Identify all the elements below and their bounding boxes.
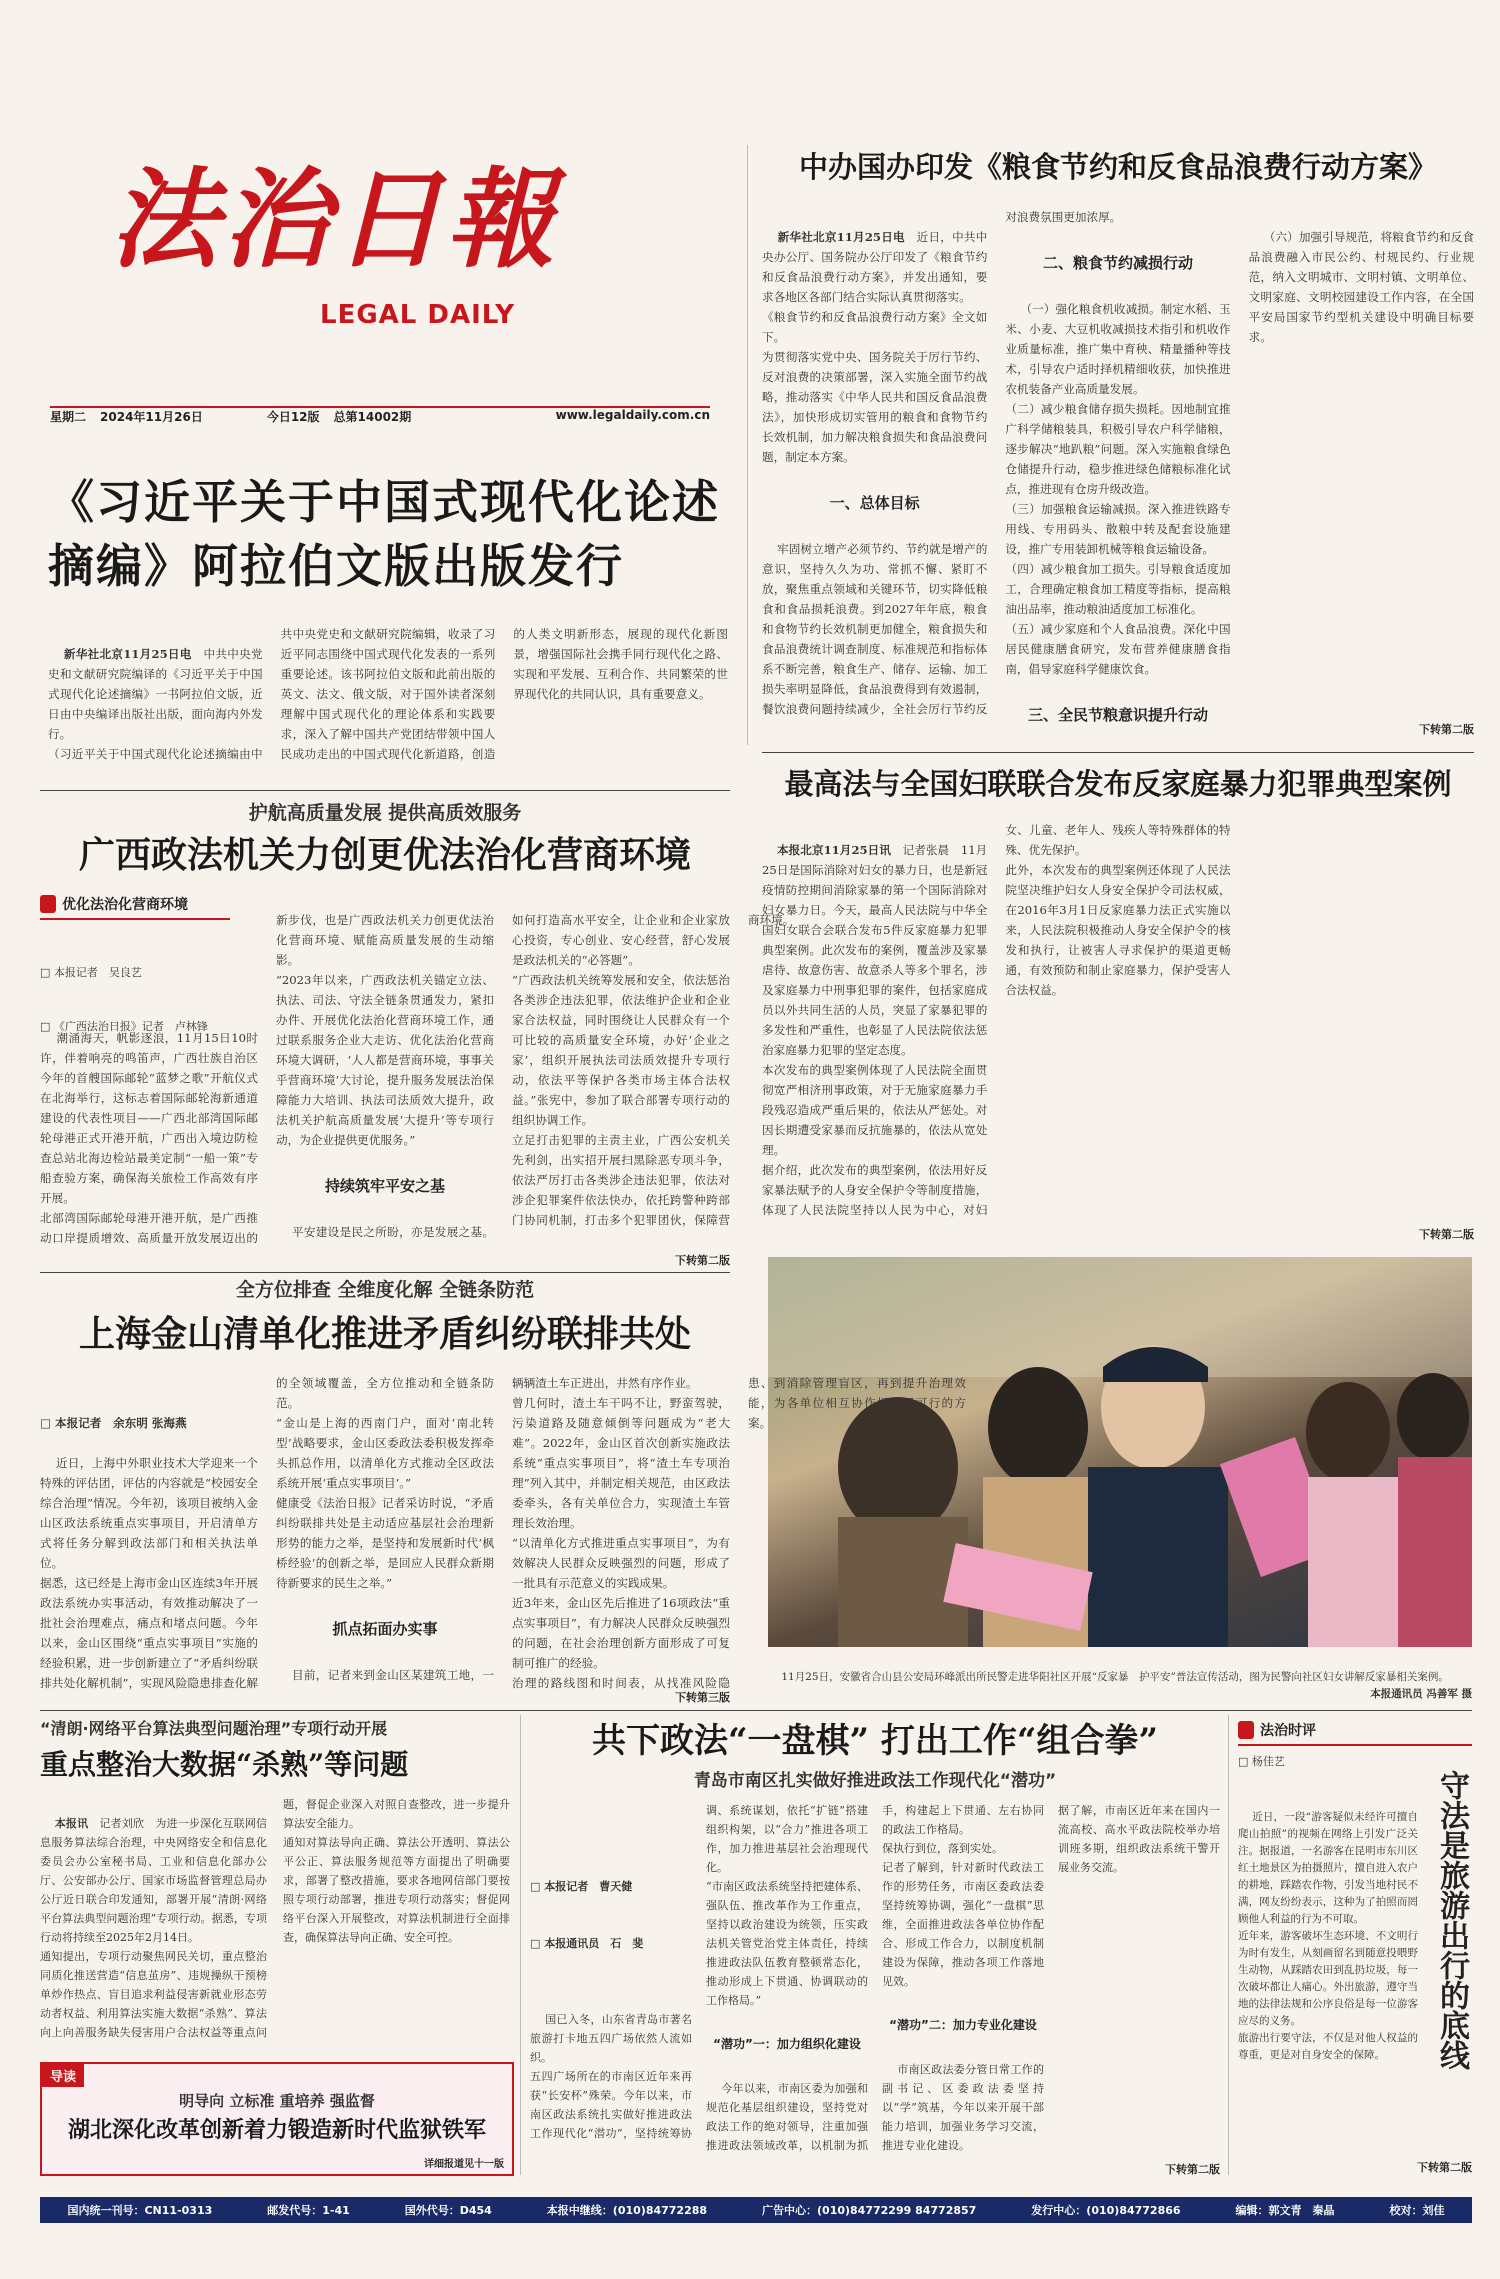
article-qingdao-body bbox=[530, 1801, 1220, 2161]
digest-kicker: 明导向 立标准 重培养 强监督 bbox=[179, 2092, 375, 2110]
article-guangxi bbox=[40, 800, 795, 1270]
footer-cn-code: 国内统一刊号：CN11-0313 bbox=[67, 2204, 213, 2217]
article-food-saving-text4: （六）加强引导规范，将粮食节约和反食品浪费融入市民公约、村规民约、行业规范，纳入文明城市、文明村镇、文明单位、文明家庭、文明校园建设工作内容，在全国平安局国家节约型机关建设中明确目标要求。 bbox=[1248, 230, 1474, 344]
article-jinshan bbox=[40, 1275, 966, 1705]
footer-proofreader: 校对：刘佳 bbox=[1389, 2204, 1445, 2217]
article-jinshan-sub: 抓点拓面办实事 bbox=[332, 1620, 438, 1638]
footer-ad-center: 广告中心：(010)84772299 84772857 bbox=[762, 2204, 977, 2217]
reporter-name: 卢林锋 bbox=[174, 1020, 208, 1033]
article-qingdao-sub2: “潜功”二：加力专业化建设 bbox=[889, 2018, 1037, 2032]
article-qingdao-subhead: 青岛市南区扎实做好推进政法工作现代化“潜功” bbox=[693, 1771, 1057, 1791]
article-guangxi-more[interactable]: 下转第二版 bbox=[675, 1254, 730, 1267]
author-name: 杨佳艺 bbox=[1251, 1755, 1285, 1768]
article-lead-headline: 《习近平关于中国式现代化论述摘编》阿拉伯文版出版发行 bbox=[48, 475, 720, 593]
footer-bar bbox=[40, 2197, 1472, 2223]
reporter-name: 余东明 张海燕 bbox=[113, 1416, 187, 1430]
footer-foreign-code: 国外代号：D454 bbox=[404, 2204, 492, 2217]
commentary-column-text: 法治时评 bbox=[1260, 1723, 1316, 1739]
digest-more[interactable]: 详细报道见十一版 bbox=[424, 2159, 504, 2170]
article-bigdata-byline: 本报讯 bbox=[54, 1817, 89, 1830]
article-guangxi-body bbox=[40, 910, 795, 1260]
reporter-label: 本报记者 bbox=[53, 966, 98, 979]
commentary-text: 近日，一段“游客疑似未经许可擅自爬山拍照”的视频在网络上引发广泛关注。据报道，一名游客在昆明市东川区红土地景区为拍摄照片，擅自进入农户的耕地，踩踏农作物，引发当地村民不满，网友纷纷表示，这种为了拍照而罔顾他人利益的行为不可取。 近年来，游客破坏生态环境、不文明行为时有发生，从刻画留名到随意投喂野生动物，从踩踏农田到乱扔垃圾，每一次破坏都让人痛心。外出旅游，遵守当地的法律法规和公序良俗是每一位游客应尽的义务。 旅游出行要守法，不仅是对他人权益的尊重，更是对自身安全的保障。 bbox=[1238, 1811, 1418, 2061]
masthead-title: 法治日報 bbox=[110, 157, 559, 283]
divider bbox=[1228, 1715, 1229, 2175]
article-guangxi-credits: □ 本报记者 吴良艺 □ 《广西法治日报》记者 卢林锋 bbox=[40, 966, 208, 1033]
footer-distribution: 发行中心：(010)84772866 bbox=[1031, 2204, 1181, 2217]
commentary-more[interactable]: 下转第二版 bbox=[1417, 2161, 1472, 2174]
divider bbox=[762, 752, 1474, 753]
photo-caption-text: 11月25日，安徽省合山县公安局环峰派出所民警走进华阳社区开展“反家暴 护平安”普法宣传活动，图为民警向社区妇女讲解反家暴相关案例。 bbox=[781, 1671, 1449, 1683]
photo-caption-block bbox=[768, 1652, 1472, 1700]
digest-headline: 湖北深化改革创新着力锻造新时代监狱铁军 bbox=[67, 2117, 486, 2143]
divider bbox=[747, 145, 748, 745]
article-domestic-violence-byline: 本报北京11月25日讯 bbox=[776, 843, 891, 857]
article-domestic-violence-body bbox=[762, 820, 1474, 1220]
reporter-name: 吴良艺 bbox=[108, 966, 142, 979]
reporter-label: 《广西法治日报》记者 bbox=[53, 1020, 164, 1033]
masthead-date: 2024年11月26日 bbox=[100, 410, 203, 424]
commentary-headline: 守法是旅游出行的底线 bbox=[1434, 1770, 1469, 2070]
article-domestic-violence-more[interactable]: 下转第二版 bbox=[1419, 1228, 1474, 1241]
article-jinshan-headline: 上海金山清单化推进矛盾纠纷联排共处 bbox=[78, 1313, 691, 1355]
article-bigdata-body bbox=[40, 1795, 510, 2057]
article-food-saving-text2: 牢固树立增产必须节约、节约就是增产的意识，坚持久久为功、常抓不懈、紧盯不放，聚焦重点领域和关键环节，切实降低粮食和食品损耗浪费。到2027年年底，粮食和食物节约长效机制更加健全，粮食损失和食品浪费统计调查制度、标准规范和指标体系不断完善，粮食生产、储存、运输、加工损失率明显降低，食品浪费得到有效遏制，餐饮浪费问题持续减少，全社会厉行节约反对浪费氛围更加浓厚。 bbox=[762, 210, 1122, 716]
digest-tag: 导读 bbox=[42, 2064, 84, 2087]
article-lead-byline: 新华社北京11月25日电 bbox=[63, 647, 192, 661]
reporter-name: 记者刘欣 bbox=[99, 1817, 145, 1830]
article-jinshan-credits: □ 本报记者 余东明 张海燕 bbox=[40, 1416, 187, 1430]
article-food-saving-body bbox=[762, 207, 1474, 727]
article-food-saving-more[interactable]: 下转第二版 bbox=[1419, 723, 1474, 736]
article-food-saving-text3: （一）强化粮食机收减损。制定水稻、玉米、小麦、大豆机收减损技术指引和机收作业质量标准，推广集中育秧、精量播种等技术，引导农户适时择机精细收获，加快推进农机装备产业高质量发展。 （二）减少粮食储存损失损耗。因地制宜推广科学储粮装具，积极引导农户科学储粮，逐步解决“地趴粮”问题。深入实施粮食绿色仓储提升行动，稳步推进绿色储粮标准化试点，推进现有仓房升级改造。 （三）加强粮食运输减损。深入推进铁路专用线、专用码头、散粮中转及配套设施建设，推广专用装卸机械等粮食运输设备。 （四）减少粮食加工损失。引导粮食适度加工，合理确定粮食加工精度等指标，提高粮油出品率，推动粮油适度加工标准化。 （五）减少家庭和个人食品浪费。深化中国居民健康膳食研究，发布营养健康膳食指南，倡导家庭科学健康饮食。 bbox=[1005, 302, 1231, 676]
commentary-author: □ 杨佳艺 bbox=[1238, 1755, 1285, 1768]
article-qingdao-credits: □ 本报记者 曹天健 □ 本报通讯员 石 斐 bbox=[530, 1880, 644, 1950]
article-bigdata-headline: 重点整治大数据“杀熟”等问题 bbox=[40, 1748, 409, 1781]
article-food-saving-sub3: 三、全民节粮意识提升行动 bbox=[1027, 706, 1208, 724]
article-qingdao bbox=[530, 1715, 1220, 2177]
article-jinshan-text: 近日，上海中外职业技术大学迎来一个特殊的评估团，评估的内容就是“校园安全综合治理”情况。今年初，该项目被纳入金山区政法系统重点实事项目，开启清单方式将任务分解到政法部门和相关执法单位。 据悉，这已经是上海市金山区连续3年开展政法系统办实事活动，有效推动解决了一批社会治理难点，痛点和堵点问题。今年以来，金山区围绕“重点实事项目”实施的经验积累，进一步创新建立了“矛盾纠纷联排共处化解机制”，实现风险隐患排查化解的全领域覆盖，全方位推动和全链条防范。 “金山是上海的西南门户，面对‘南北转型’战略要求，金山区委政法委积极发挥牵头抓总作用，以清单化方式推动全区政法系统开展‘重点实事项目’。” 健康受《法治日报》记者采访时说，“矛盾纠纷联排共处是主动适应基层社会治理新形势的能力之举，是坚持和发展新时代‘枫桥经验’的创新之举，是回应人民群众新期待新要求的民生之举。” bbox=[40, 1376, 494, 1690]
digest-box[interactable] bbox=[40, 2062, 514, 2176]
article-jinshan-kicker: 全方位排查 全维度化解 全链条防范 bbox=[235, 1279, 535, 1301]
article-commentary bbox=[1238, 1720, 1472, 2175]
article-bigdata-text: 为进一步深化互联网信息服务算法综合治理，中央网络安全和信息化委员会办公室秘书局、工业和信息化部办公厅、公安部办公厅、国家市场监督管理总局办公厅近日联合印发通知，部署开展“清朗·网络平台算法典型问题治理”专项行动。据悉，专项行动将持续至2025年2月14日。 通知提出，专项行动聚焦网民关切，重点整治同质化推送营造“信息茧房”、违规操纵干预榜单炒作热点、盲目追求利益侵害新就业形态劳动者权益、利用算法实施大数据“杀熟”、算法向上向善服务缺失侵害用户合法权益等重点问题，督促企业深入对照自查整改，进一步提升算法安全能力。 通知对算法导向正确、算法公开透明、算法公平公正、算法服务规范等方面提出了明确要求，部署了整改措施，要求各地网信部门要按照专项行动部署，推进专项行动落实；督促网络平台深入开展整改，对算法机制进行全面排查，确保算法导向正确、安全可控。 bbox=[40, 1798, 510, 2039]
article-jinshan-text2: 目前，记者来到金山区某建筑工地，一辆辆渣土车正进出，井然有序作业。 曾几何时，渣土车干吗不让，野蛮驾驶，污染道路及随意倾倒等问题成为“老大难”。2022年，金山区首次创新实施政法系统“重点实事项目”，将“渣土车专项治理”列入其中，并制定相关规范，由区政法委牵头，各有关单位合力，实现渣土车管理长效治理。 “以清单化方式推进重点实事项目”，为有效解决人民群众反映强烈的问题，形成了一批具有示范意义的实践成果。 近3年来，金山区先后推进了16项政法“重点实事项目”，有力解决人民群众反映强烈的问题，在社会治理创新方面形成了可复制可推广的经验。 治理的路线图和时间表，从找准风险隐患、到消除管理盲区，再到提升治理效能，为各单位相互协作提供了可行的方案。 bbox=[291, 1376, 966, 1690]
article-food-saving-sub2: 二、粮食节约减损行动 bbox=[1042, 254, 1193, 272]
article-qingdao-text3: 市南区政法委分管日常工作的副书记、区委政法委坚持以“学”筑基，今年以来开展干部能力培训，加强业务学习交流，推进专业化建设。 据了解，市南区近年来在国内一流高校、高水平政法院校举办培训班多期，组织政法系统干警开展业务交流。 bbox=[882, 1804, 1220, 2152]
column-logo-icon bbox=[1238, 1721, 1254, 1739]
article-jinshan-body bbox=[40, 1373, 966, 1693]
article-guangxi-kicker: 护航高质量发展 提供高质效服务 bbox=[248, 802, 522, 824]
divider bbox=[40, 1710, 1472, 1711]
article-domestic-violence-text: 11月25日是国际消除对妇女的暴力日，也是新冠疫情防控期间消除家暴的第一个国际消除对妇女暴力日。今天，最高人民法院与中华全国妇女联合会联合发布5件反家庭暴力犯罪典型案例。此次发布的案例，覆盖涉及家暴虐待、故意伤害、故意杀人等多个罪名，涉及家庭暴力中刑事犯罪的案件，包括家庭成员以外共同生活的人员，突显了家暴犯罪的多发性和严重性，也彰显了人民法院依法惩治家庭暴力犯罪的坚定态度。 本次发布的典型案例体现了人民法院全面贯彻宽严相济刑事政策，对于无施家庭暴力手段残忍造成严重后果的，依法从严惩处。对因长期遭受家暴而反抗施暴的，依法从宽处理。 据介绍，此次发布的典型案例，依法用好反家暴法赋予的人身安全保护令等制度措施，体现了人民法院坚持以人民为中心，对妇女、儿童、老年人、残疾人等特殊群体的特殊、优先保护。 此外，本次发布的典型案例还体现了人民法院坚决维护妇女人身安全保护令司法权威，在2016年3月1日反家庭暴力法正式实施以来，人民法院积极推动人身安全保护令的核发和执行，让被害人寻求保护的渠道更畅通，有效预防和制止家庭暴力，保护受害人合法权益。 bbox=[762, 823, 1231, 1217]
article-lead-text: 中共中央党史和文献研究院编译的《习近平关于中国式现代化论述摘编》一书阿拉伯文版，近日由中央编译出版社出版，面向海内外发行。 （习近平关于中国式现代化论述摘编由中共中央党史和文献研究院编辑，收录了习近平同志围绕中国式现代化发表的一系列重要论述。该书阿拉伯文版和此前出版的英文、法文、俄文版，对于国外读者深刻理解中国式现代化的理论体系和实践要求，深入了解中国共产党团结带领中国人民成功走出的中国式现代化新道路，创造的人类文明新形态，展现的现代化新图景，增强国际社会携手同行现代化之路、实现和平发展、互利合作、共同繁荣的世界现代化的共同认识，具有重要意义。 bbox=[48, 627, 728, 761]
article-qingdao-more[interactable]: 下转第二版 bbox=[1165, 2163, 1220, 2176]
masthead-info bbox=[50, 408, 710, 425]
masthead-subtitle: LEGAL DAILY bbox=[320, 300, 516, 330]
masthead-issue: 总第14002期 bbox=[333, 410, 412, 424]
divider bbox=[40, 790, 730, 791]
column-label-text: 优化法治化营商环境 bbox=[62, 897, 188, 913]
article-guangxi-text: 潮涌海天，帆影逐浪，11月15日10时许，伴着响亮的鸣笛声，广西壮族自治区今年的首艘国际邮轮“蓝梦之歌”开航仪式在北海举行，这标志着国际邮轮海新通道建设的代表性项目——广西北部湾国际邮轮母港正式开港开航，广西出入境边防检查总站北海边检站最美定制“一船一策”专船查验方案，确保海关旅检工作高效有序开展。 北部湾国际邮轮母港开港开航，是广西推动口岸提质增效、高质量开放发展迈出的新步伐，也是广西政法机关力创更优法治化营商环境、赋能高质量发展的生动缩影。 “2023年以来，广西政法机关锚定立法、执法、司法、守法全链条贯通发力，紧扣办件、开展优化法治化营商环境工作，通过联系服务企业大走访、优化法治化营商环境大调研，‘人人都是营商环境，事事关乎营商环境’大讨论，提升服务发展法治保障能力大培训、执法司法质效大提升，政法机关护航高质量发展‘大提升’等专项行动，为企业提供更优服务。” bbox=[40, 913, 494, 1245]
article-jinshan-more[interactable]: 下转第三版 bbox=[675, 1691, 730, 1704]
reporter-label: 本报通讯员 bbox=[544, 1937, 600, 1950]
masthead-pages: 今日12版 bbox=[266, 410, 320, 424]
article-qingdao-text2: 今年以来，市南区委为加强和规范化基层组织建设，坚持党对政法工作的绝对领导，注重加强推进政法领域改革，以机制为抓手，构建起上下贯通、左右协同的政法工作格局。 保执行到位，落到实处。 记者了解到，针对新时代政法工作的形势任务，市南区委政法委坚持统筹协调，强化“一盘棋”思维，全面推进政法各单位协作配合、形成工作合力，以制度机制建设为保障，推动各项工作落地见效。 bbox=[706, 1804, 1044, 2152]
article-food-saving-sub1: 一、总体目标 bbox=[829, 494, 920, 512]
reporter-name: 曹天健 bbox=[599, 1880, 633, 1893]
article-food-saving-text: 近日，中共中央办公厅、国务院办公厅印发了《粮食节约和反食品浪费行动方案》，并发出通知，要求各地区各部门结合实际认真贯彻落实。 《粮食节约和反食品浪费行动方案》全文如下。 为贯彻落实党中央、国务院关于厉行节约、反对浪费的决策部署，深入实施全面节约战略，推动落实《中华人民共和国反食品浪费法》，加快形成切实管用的粮食和食物节约长效机制，加力解决粮食损失和食品浪费问题，制定本方案。 bbox=[762, 230, 988, 464]
article-food-saving-byline: 新华社北京11月25日电 bbox=[777, 230, 905, 244]
divider bbox=[520, 1715, 521, 2175]
reporter-label: 本报记者 bbox=[55, 1416, 102, 1430]
masthead bbox=[30, 150, 720, 430]
article-guangxi-text2: 平安建设是民之所盼，亦是发展之基。如何打造高水平安全，让企业和企业家放心投资，专心创业、安心经营，舒心发展是政法机关的“必答题”。 “广西政法机关统筹发展和安全，依法惩治各类涉企违法犯罪，依法维护企业和企业家合法权益，同时围绕让人民群众有一个可比较的高质量安全环境，办好‘企业之家’，组织开展执法司法质效提升专项行动，依法平等保护各类市场主体合法权益。”张宪中，参加了联合部署专项行动的组织协调工作。 立足打击犯罪的主责主业，广西公安机关先利剑，出实招开展扫黑除恶专项斗争，依法严厉打击各类涉企违法犯罪，依法对涉企犯罪案件依法快办，依托跨警种跨部门协同机制，打击多个犯罪团伙，保障营商环境。 bbox=[291, 913, 795, 1239]
article-food-saving bbox=[762, 145, 1474, 737]
article-food-saving-headline: 中办国办印发《粮食节约和反食品浪费行动方案》 bbox=[798, 150, 1437, 184]
masthead-url[interactable]: www.legaldaily.com.cn bbox=[555, 408, 710, 422]
article-lead bbox=[48, 470, 728, 770]
footer-editors: 编辑：郭文青 秦晶 bbox=[1235, 2204, 1335, 2217]
footer-trunk-line: 本报中继线：(010)84772288 bbox=[546, 2204, 708, 2217]
photo-credit: 本报通讯员 冯善军 摄 bbox=[1370, 1688, 1472, 1700]
article-guangxi-sub: 持续筑牢平安之基 bbox=[324, 1177, 445, 1195]
article-qingdao-text: 国已入冬，山东省青岛市著名旅游打卡地五四广场依然人流如织。 五四广场所在的市南区近年来再获“长安杯”殊荣。今年以来，市南区政法系统扎实做好推进政法工作现代化“潜功”，坚持统筹协调、系统谋划，依托“扩链”搭建组织构架，以“合力”推进各项工作，加力推进基层社会治理现代化。 “市南区政法系统坚持把建体系、强队伍、推改革作为工作重点，坚持以政治建设为统领，压实政法机关管党治党主体责任，持续推进政法队伍教育整顿常态化，推动形成上下贯通、协调联动的工作格局。” bbox=[530, 1804, 868, 2140]
divider bbox=[40, 1272, 730, 1273]
article-lead-body bbox=[48, 624, 728, 774]
article-domestic-violence-headline: 最高法与全国妇联联合发布反家庭暴力犯罪典型案例 bbox=[784, 767, 1452, 801]
article-guangxi-headline: 广西政法机关力创更优法治化营商环境 bbox=[78, 834, 691, 876]
article-qingdao-headline: 共下政法“一盘棋” 打出工作“组合拳” bbox=[591, 1721, 1159, 1761]
article-bigdata-kicker: “清朗·网络平台算法典型问题治理”专项行动开展 bbox=[40, 1719, 388, 1738]
reporter-name: 记者张晨 bbox=[902, 843, 950, 857]
reporter-label: 本报记者 bbox=[544, 1880, 589, 1893]
commentary-column-label bbox=[1238, 1720, 1472, 1746]
reporter-name: 石 斐 bbox=[610, 1937, 644, 1950]
commentary-body bbox=[1238, 1792, 1418, 2152]
masthead-weekday: 星期二 bbox=[50, 410, 87, 424]
footer-post-code: 邮发代号：1-41 bbox=[267, 2204, 350, 2217]
article-bigdata bbox=[40, 1715, 510, 2065]
article-qingdao-sub1: “潜功”一：加力组织化建设 bbox=[713, 2037, 861, 2051]
article-domestic-violence bbox=[762, 762, 1474, 1242]
